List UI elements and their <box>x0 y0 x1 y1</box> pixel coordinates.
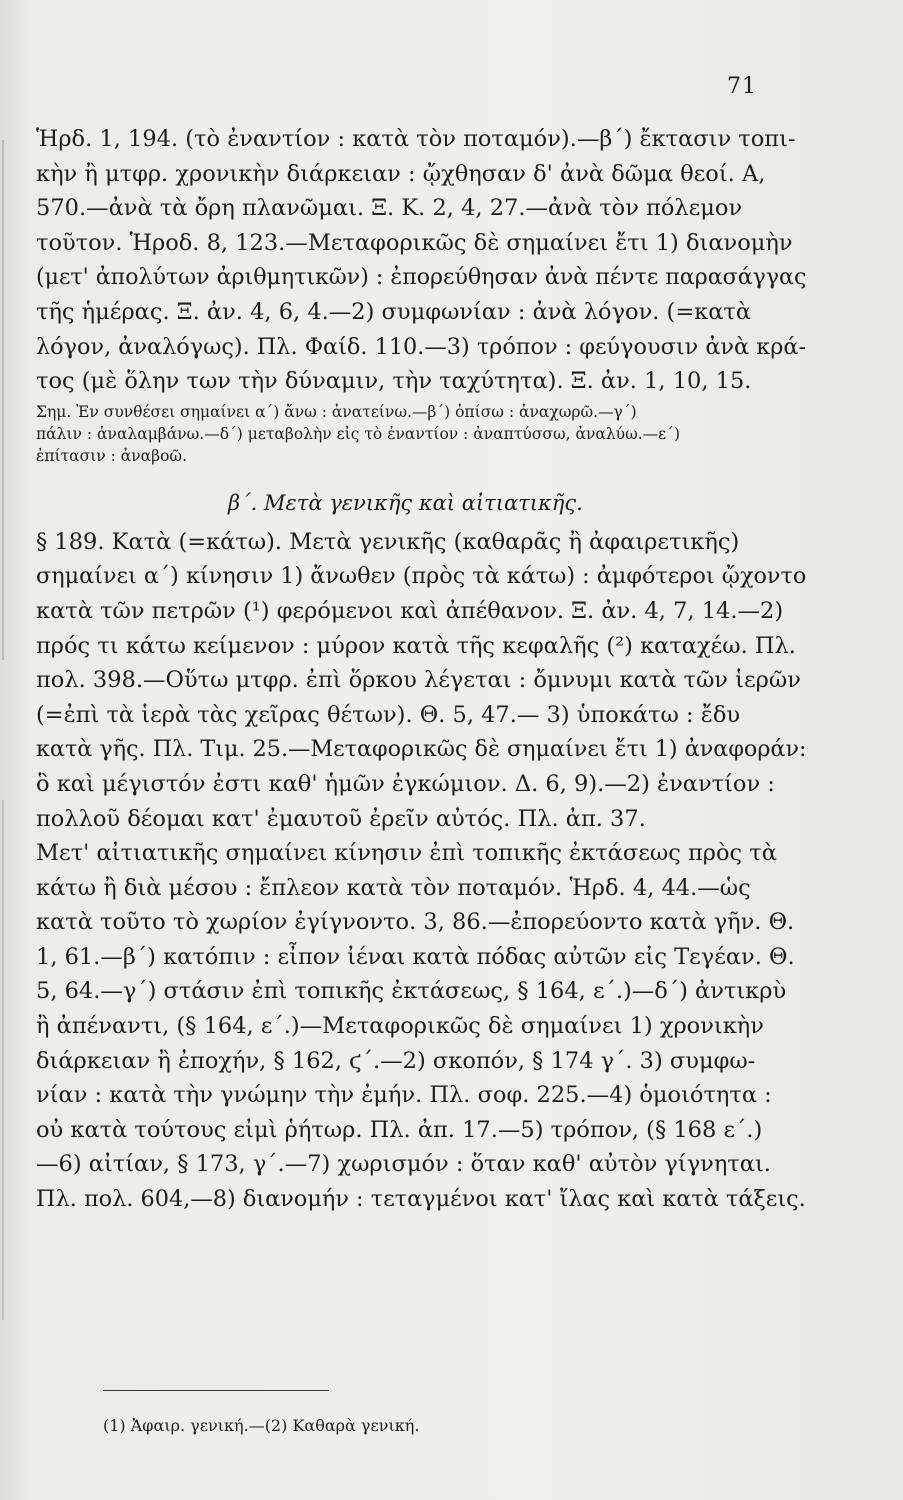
text-line: τοῦτον. Ἡροδ. 8, 123.—Μεταφορικῶς δὲ σημαίνει ἔτι 1) διανομὴν <box>36 229 793 256</box>
paragraph-body <box>36 525 806 1217</box>
text-line: πολ. 398.—Οὕτω μτφρ. ἐπὶ ὅρκου λέγεται : ὄμνυμι κατὰ τῶν ἱερῶν <box>36 667 801 694</box>
text-line: ἢ ἀπέναντι, (§ 164, ε΄.)—Μεταφορικῶς δὲ σημαίνει 1) χρονικὴν <box>36 1013 764 1040</box>
text-line: κατὰ γῆς. Πλ. Τιμ. 25.—Μεταφορικῶς δὲ σημαίνει ἔτι 1) ἀναφοράν: <box>36 736 807 763</box>
note-block <box>36 401 806 467</box>
footnotes: (1) Ἀφαιρ. γενική.—(2) Καθαρὰ γενική. <box>103 1416 420 1435</box>
text-line: 570.—ἀνὰ τὰ ὄρη πλανῶμαι. Ξ. Κ. 2, 4, 27.—ἀνὰ τὸν πόλεμον <box>36 195 743 222</box>
text-line: τος (μὲ ὅλην των τὴν δύναμιν, τὴν ταχύτητα). Ξ. ἀν. 1, 10, 15. <box>36 368 752 395</box>
text-line: κατὰ τῶν πετρῶν (¹) φερόμενοι καὶ ἀπέθανον. Ξ. ἀν. 4, 7, 14.—2) <box>36 597 784 624</box>
margin-shadow <box>2 800 4 1320</box>
page-number: 71 <box>727 74 757 99</box>
text-line: Ἡρδ. 1, 194. (τὸ ἐναντίον : κατὰ τὸν ποταμόν).—β΄) ἔκτασιν τοπι- <box>36 126 796 152</box>
section-heading: β΄. Μετὰ γενικῆς καὶ αἰτιατικῆς. <box>228 490 583 515</box>
text-line: ὃ καὶ μέγιστόν ἐστι καθ' ἡμῶν ἐγκώμιον. Δ. 6, 9).—2) ἐναντίον : <box>36 770 775 797</box>
footnote-rule <box>103 1390 329 1391</box>
text-line: πρός τι κάτω κείμενον : μύρον κατὰ τῆς κεφαλῆς (²) καταχέω. Πλ. <box>36 632 796 659</box>
text-line: πάλιν : ἀναλαμβάνω.—δ΄) μεταβολὴν εἰς τὸ ἐναντίον : ἀναπτύσσω, ἀναλύω.—ε΄) <box>36 424 680 443</box>
text-line: ἐπίτασιν : ἀναβοῶ. <box>36 446 187 465</box>
text-line: (=ἐπὶ τὰ ἱερὰ τὰς χεῖρας θέτων). Θ. 5, 47.— 3) ὑποκάτω : ἔδυ <box>36 701 741 728</box>
text-line: § 189. Κατὰ (=κάτω). Μετὰ γενικῆς (καθαρᾶς ἢ ἀφαιρετικῆς) <box>36 528 740 555</box>
text-line: κατὰ τοῦτο τὸ χωρίον ἐγίγνοντο. 3, 86.—ἐπορεύοντο κατὰ γῆν. Θ. <box>36 909 795 936</box>
text-line: τῆς ἡμέρας. Ξ. ἀν. 4, 6, 4.—2) συμφωνίαν : ἀνὰ λόγον. (=κατὰ <box>36 298 752 325</box>
paragraph-top <box>36 122 806 399</box>
text-line: λόγον, ἀναλόγως). Πλ. Φαίδ. 110.—3) τρόπον : φεύγουσιν ἀνὰ κρά- <box>36 333 807 360</box>
text-line: Μετ' αἰτιατικῆς σημαίνει κίνησιν ἐπὶ τοπικῆς ἐκτάσεως πρὸς τὰ <box>36 840 777 867</box>
text-line: πολλοῦ δέομαι κατ' ἐμαυτοῦ ἐρεῖν αὐτός. Πλ. ἀπ. 37. <box>36 805 646 832</box>
text-line: κὴν ἢ μτφρ. χρονικὴν διάρκειαν : ᾤχθησαν δ' ἀνὰ δῶμα θεοί. Α, <box>36 160 766 187</box>
text-line: Πλ. πολ. 604,—8) διανομήν : τεταγμένοι κατ' ἴλας καὶ κατὰ τάξεις. <box>36 1186 806 1213</box>
page-body <box>36 122 806 1217</box>
text-line: σημαίνει α΄) κίνησιν 1) ἄνωθεν (πρὸς τὰ κάτω) : ἀμφότεροι ᾤχοντο <box>36 563 807 590</box>
text-line: —6) αἰτίαν, § 173, γ΄.—7) χωρισμόν : ὅταν καθ' αὐτὸν γίγνηται. <box>36 1151 771 1178</box>
margin-shadow <box>2 140 4 660</box>
text-line: διάρκειαν ἢ ἐποχήν, § 162, ϛ΄.—2) σκοπόν, § 174 γ΄. 3) συμφω- <box>36 1047 756 1074</box>
text-line: (μετ' ἀπολύτων ἀριθμητικῶν) : ἐπορεύθησαν ἀνὰ πέντε παρασάγγας <box>36 264 807 291</box>
text-line: οὐ κατὰ τούτους εἰμὶ ῥήτωρ. Πλ. ἀπ. 17.—5) τρόπον, (§ 168 ε΄.) <box>36 1116 763 1143</box>
text-line: 5, 64.—γ΄) στάσιν ἐπὶ τοπικῆς ἐκτάσεως, § 164, ε΄.)—δ΄) ἀντικρὺ <box>36 978 787 1005</box>
text-line: νίαν : κατὰ τὴν γνώμην τὴν ἐμήν. Πλ. σοφ. 225.—4) ὁμοιότητα : <box>36 1082 772 1109</box>
text-line: κάτω ἢ διὰ μέσου : ἔπλεον κατὰ τὸν ποταμόν. Ἡρδ. 4, 44.—ὡς <box>36 874 751 901</box>
text-line: 1, 61.—β΄) κατόπιν : εἶπον ἰέναι κατὰ πόδας αὐτῶν εἰς Τεγέαν. Θ. <box>36 943 795 970</box>
text-line: Σημ. Ἐν συνθέσει σημαίνει α΄) ἄνω : ἀνατείνω.—β΄) ὀπίσω : ἀναχωρῶ.—γ΄) <box>36 402 637 421</box>
